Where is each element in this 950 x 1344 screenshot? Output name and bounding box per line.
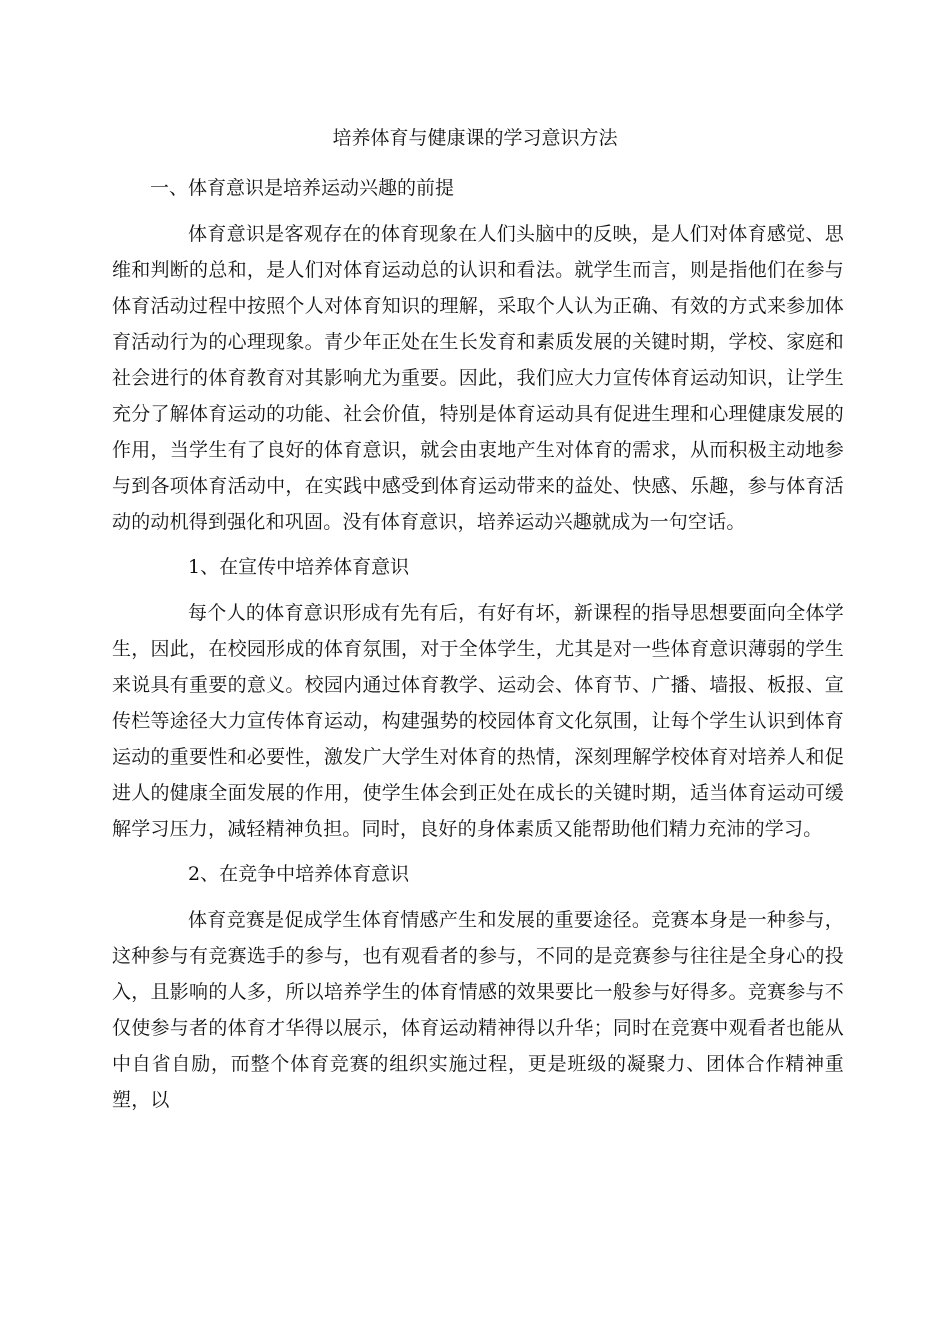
section-paragraph: 体育意识是客观存在的体育现象在人们头脑中的反映，是人们对体育感觉、思维和判断的总和，是人们对体育运动总的认识和看法。就学生而言，则是指他们在参与体育活动过程中按照个人对体育知识的理解，采取个人认为正确、有效的方式来参加体育活动行为的心理现象。青少年正处在生长发育和素质发展的关键时期，学校、家庭和社会进行的体育教育对其影响尤为重要。因此，我们应大力宣传体育运动知识，让学生充分了解体育运动的功能、社会价值，特别是体育运动具有促进生理和心理健康发展的作用，当学生有了良好的体育意识，就会由衷地产生对体育的需求，从而积极主动地参与到各项体育活动中，在实践中感受到体育运动带来的益处、快感、乐趣，参与体育活动的动机得到强化和巩固。没有体育意识，培养运动兴趣就成为一句空话。	[112, 222, 844, 533]
subsection-heading: 1、在宣传中培养体育意识	[188, 556, 410, 578]
subsection-paragraph: 每个人的体育意识形成有先有后，有好有坏，新课程的指导思想要面向全体学生，因此，在校园形成的体育氛围，对于全体学生，尤其是对一些体育意识薄弱的学生来说具有重要的意义。校园内通过体育教学、运动会、体育节、广播、墙报、板报、宣传栏等途径大力宣传体育运动，构建强势的校园体育文化氛围，让每个学生认识到体育运动的重要性和必要性，激发广大学生对体育的热情，深刻理解学校体育对培养人和促进人的健康全面发展的作用，使学生体会到正处在成长的关键时期，适当体育运动可缓解学习压力，减轻精神负担。同时，良好的身体素质又能帮助他们精力充沛的学习。	[112, 601, 844, 840]
document-body	[112, 170, 844, 1127]
document-title: 培养体育与健康课的学习意识方法	[332, 127, 618, 149]
section-heading: 一、体育意识是培养运动兴趣的前提	[150, 177, 455, 199]
subsection-paragraph: 体育竞赛是促成学生体育情感产生和发展的重要途径。竞赛本身是一种参与，这种参与有竞赛选手的参与，也有观看者的参与，不同的是竞赛参与往往是全身心的投入，且影响的人多，所以培养学生的体育情感的效果要比一般参与好得多。竞赛参与不仅使参与者的体育才华得以展示，体育运动精神得以升华；同时在竞赛中观看者也能从中自省自励，而整个体育竞赛的组织实施过程，更是班级的凝聚力、团体合作精神重塑，以	[112, 908, 844, 1111]
subsection-heading: 2、在竞争中培养体育意识	[188, 863, 410, 885]
